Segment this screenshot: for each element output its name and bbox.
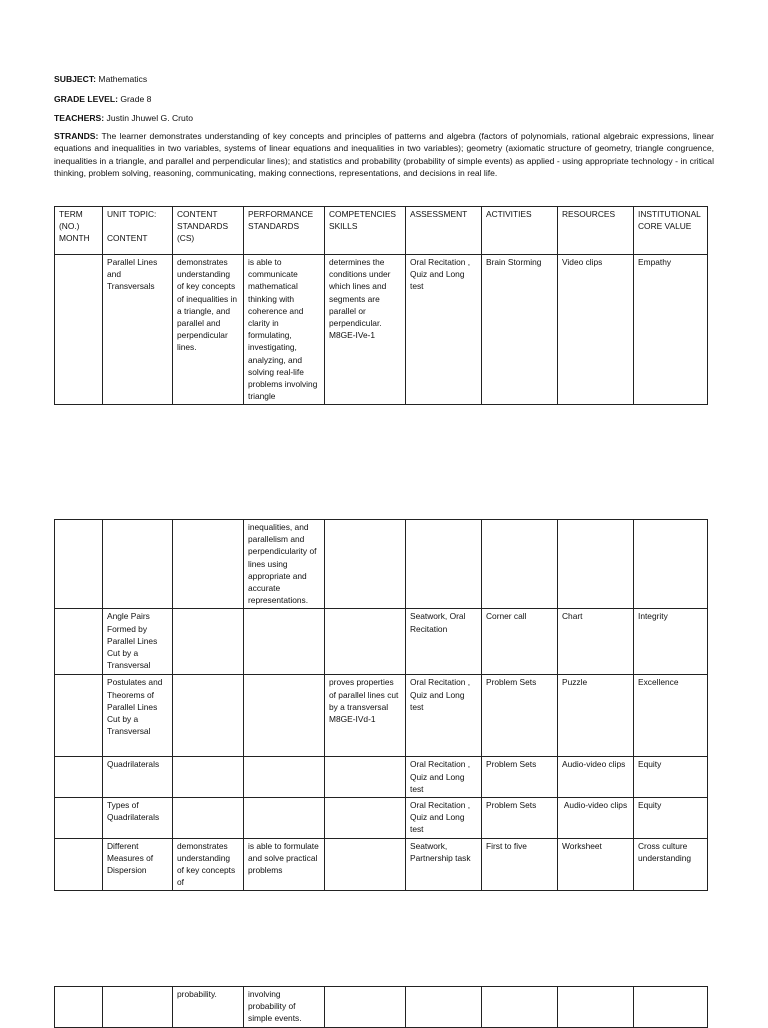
header-cell-unit-topic xyxy=(103,207,173,255)
table-cell: is able to communicate mathematical thinking with coherence and clarity in formulating, investigating, analyzing, and solving real-life problems involving triangle xyxy=(244,255,325,405)
table-cell xyxy=(325,520,406,609)
table-cell xyxy=(325,838,406,891)
table-cell: Integrity xyxy=(634,609,708,675)
header-cell-content-standards xyxy=(173,207,244,255)
table-cell: Brain Storming xyxy=(482,255,558,405)
table-cell: Chart xyxy=(558,609,634,675)
table-row xyxy=(55,987,708,1028)
table-cell: Oral Recitation , Quiz and Long test xyxy=(406,757,482,798)
table-cell: Worksheet xyxy=(558,838,634,891)
table-cell: Excellence xyxy=(634,675,708,757)
table-cell xyxy=(103,987,173,1028)
table-cell: Equity xyxy=(634,798,708,839)
table-cell: Corner call xyxy=(482,609,558,675)
table-cell xyxy=(406,520,482,609)
grade-level-label: GRADE LEVEL: xyxy=(54,94,118,104)
table-cell xyxy=(173,609,244,675)
table-cell: Audio-video clips xyxy=(558,798,634,839)
header-content-standards: CONTENT STANDARDS (CS) xyxy=(177,209,229,244)
teachers-line xyxy=(54,112,714,124)
table-cell xyxy=(55,838,103,891)
table-cell xyxy=(325,798,406,839)
strands-label: STRANDS: xyxy=(54,131,99,141)
table-cell xyxy=(103,520,173,609)
table-cell xyxy=(55,757,103,798)
table-cell: determines the conditions under which lines and segments are parallel or perpendicular. M8GE-IVe-1 xyxy=(325,255,406,405)
table-cell xyxy=(173,520,244,609)
table-cell: probability. xyxy=(173,987,244,1028)
table-cell xyxy=(482,987,558,1028)
table-cell: Video clips xyxy=(558,255,634,405)
header-activities: ACTIVITIES xyxy=(486,209,532,219)
header-cell-term xyxy=(55,207,103,255)
table-cell xyxy=(55,675,103,757)
strands-paragraph xyxy=(54,130,714,180)
header-cell-competencies xyxy=(325,207,406,255)
table-cell: Problem Sets xyxy=(482,798,558,839)
table-cell: is able to formulate and solve practical problems xyxy=(244,838,325,891)
table-cell xyxy=(634,520,708,609)
table-cell xyxy=(244,757,325,798)
table-cell xyxy=(55,520,103,609)
table-row xyxy=(55,675,708,757)
table-row xyxy=(55,609,708,675)
header-performance-standards: PERFORMANCE STANDARDS xyxy=(248,209,314,232)
table-row xyxy=(55,798,708,839)
table-cell: Puzzle xyxy=(558,675,634,757)
strands-value: The learner demonstrates understanding of key concepts and principles of patterns and algebra (factors of polynomials, rational algebraic expressions, linear equations and inequalities in two variables, systems of linear equations and inequalities in two variables); geometry (axiomatic structure of geometry, triangle congruence, inequalities in a triangle, and parallel and perpendicular lines); and statistics and probability (probability of simple events) as applied - using appropriate technology - in critical thinking, problem solving, reasoning, communicating, making connections, representations, and decisions in real life. xyxy=(54,131,714,179)
table-cell: Quadrilaterals xyxy=(103,757,173,798)
curriculum-table-2 xyxy=(54,519,708,891)
header-core-value: INSTITUTIONAL CORE VALUE xyxy=(638,209,701,232)
table-cell: Oral Recitation , Quiz and Long test xyxy=(406,675,482,757)
table-cell: Types of Quadrilaterals xyxy=(103,798,173,839)
grade-level-value: Grade 8 xyxy=(120,94,152,104)
table-cell: Cross culture understanding xyxy=(634,838,708,891)
table-cell xyxy=(634,987,708,1028)
header-unit-topic: UNIT TOPIC: CONTENT xyxy=(107,209,157,244)
subject-value: Mathematics xyxy=(98,74,148,84)
curriculum-table-1 xyxy=(54,206,708,405)
header-resources: RESOURCES xyxy=(562,209,616,219)
table-cell xyxy=(558,520,634,609)
table-cell xyxy=(325,757,406,798)
header-cell-activities xyxy=(482,207,558,255)
table-row xyxy=(55,255,708,405)
table-cell: Seatwork, Partnership task xyxy=(406,838,482,891)
header-cell-resources xyxy=(558,207,634,255)
table-cell xyxy=(173,757,244,798)
table-cell: Parallel Lines and Transversals xyxy=(103,255,173,405)
table-header-row xyxy=(55,207,708,255)
table-cell xyxy=(325,987,406,1028)
table-cell: demonstrates understanding of key concepts of inequalities in a triangle, and parallel and perpendicular lines. xyxy=(173,255,244,405)
table-cell xyxy=(55,987,103,1028)
subject-line xyxy=(54,73,714,85)
teachers-label: TEACHERS: xyxy=(54,113,105,123)
curriculum-table-3 xyxy=(54,986,708,1028)
table-cell xyxy=(325,609,406,675)
table-cell: inequalities, and parallelism and perpendicularity of lines using appropriate and accurate representations. xyxy=(244,520,325,609)
table-cell: First to five xyxy=(482,838,558,891)
subject-label: SUBJECT: xyxy=(54,74,97,84)
table-cell: Oral Recitation , Quiz and Long test xyxy=(406,798,482,839)
teachers-value: Justin Jhuwel G. Cruto xyxy=(106,113,193,123)
table-cell: Equity xyxy=(634,757,708,798)
table-cell: proves properties of parallel lines cut by a transversal M8GE-IVd-1 xyxy=(325,675,406,757)
table-cell xyxy=(244,609,325,675)
table-cell: Empathy xyxy=(634,255,708,405)
table-row xyxy=(55,838,708,891)
table-row xyxy=(55,757,708,798)
header-assessment: ASSESSMENT xyxy=(410,209,468,219)
table-cell xyxy=(244,675,325,757)
table-cell xyxy=(173,675,244,757)
table-cell: Problem Sets xyxy=(482,757,558,798)
table-cell: Different Measures of Dispersion xyxy=(103,838,173,891)
table-cell: Problem Sets xyxy=(482,675,558,757)
table-cell xyxy=(55,798,103,839)
table-cell xyxy=(482,520,558,609)
table-cell: Seatwork, Oral Recitation xyxy=(406,609,482,675)
header-term: TERM (NO.) MONTH xyxy=(59,209,90,244)
header-competencies: COMPETENCIES SKILLS xyxy=(329,209,397,232)
table-cell xyxy=(55,609,103,675)
table-row xyxy=(55,520,708,609)
table-cell xyxy=(558,987,634,1028)
header-cell-core-value xyxy=(634,207,708,255)
table-cell: involving probability of simple events. xyxy=(244,987,325,1028)
table-cell xyxy=(55,255,103,405)
table-cell xyxy=(406,987,482,1028)
header-cell-assessment xyxy=(406,207,482,255)
table-cell xyxy=(244,798,325,839)
table-cell: Postulates and Theorems of Parallel Lines Cut by a Transversal xyxy=(103,675,173,757)
grade-level-line xyxy=(54,93,714,105)
table-cell: Oral Recitation , Quiz and Long test xyxy=(406,255,482,405)
table-cell: Audio-video clips xyxy=(558,757,634,798)
table-cell: demonstrates understanding of key concepts of xyxy=(173,838,244,891)
header-cell-performance-standards xyxy=(244,207,325,255)
table-cell xyxy=(173,798,244,839)
table-cell: Angle Pairs Formed by Parallel Lines Cut by a Transversal xyxy=(103,609,173,675)
